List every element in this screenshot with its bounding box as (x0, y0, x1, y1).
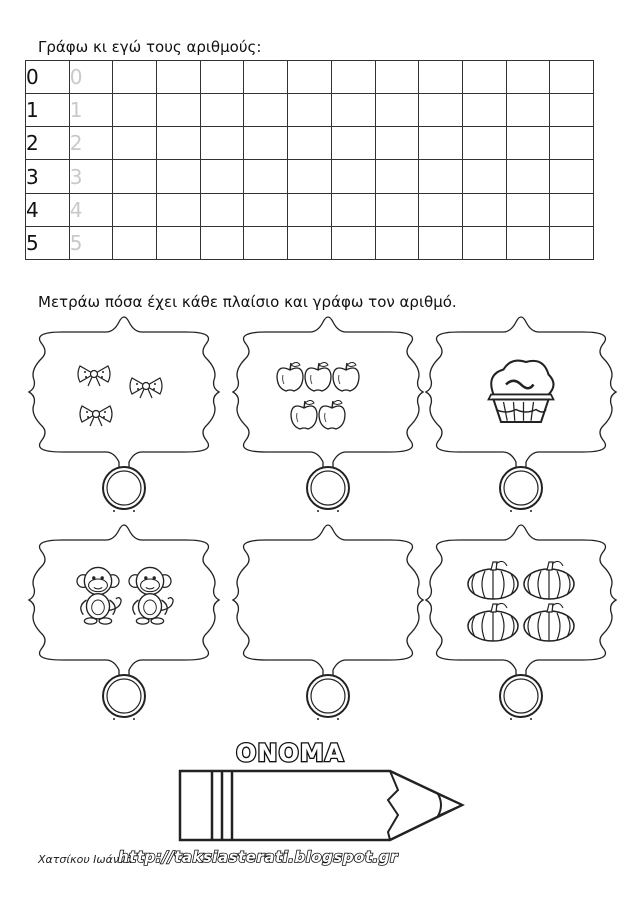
counting-boxes (29, 317, 616, 720)
grid-number-label: 0 (26, 61, 70, 94)
counting-box (29, 525, 219, 720)
grid-trace-number: 0 (69, 61, 113, 94)
pencil-name-field (180, 771, 462, 840)
grid-title: Γράφω κι εγώ τους αριθμούς: (38, 38, 262, 56)
decorative-frame (233, 525, 423, 676)
counting-box (233, 525, 423, 720)
grid-trace-number: 5 (69, 226, 113, 259)
blog-url-link[interactable]: http://taksiasterati.blogspot.gr (118, 848, 398, 866)
counting-title: Μετράω πόσα έχει κάθε πλαίσιο και γράφω τον αριθμό. (38, 293, 457, 311)
author-name: Χατσίκου Ιωάννα (38, 853, 133, 866)
grid-number-label: 2 (26, 127, 70, 160)
answer-circle[interactable] (500, 467, 542, 512)
counting-box (233, 317, 423, 512)
grid-number-label: 3 (26, 160, 70, 193)
grid-number-label: 5 (26, 226, 70, 259)
grid-trace-number: 2 (69, 127, 113, 160)
decorative-frame (426, 525, 616, 676)
grid-trace-number: 3 (69, 160, 113, 193)
decorative-frame (233, 317, 423, 468)
answer-circle[interactable] (500, 675, 542, 720)
answer-circle[interactable] (103, 467, 145, 512)
decorative-frame (29, 317, 219, 468)
grid-trace-number: 1 (69, 94, 113, 127)
name-label: ΟΝΟΜΑ (236, 739, 345, 767)
counting-box (29, 317, 219, 512)
decorative-frame (29, 525, 219, 676)
grid-number-label: 4 (26, 193, 70, 226)
counting-box (426, 525, 616, 720)
answer-circle[interactable] (307, 675, 349, 720)
answer-circle[interactable] (103, 675, 145, 720)
grid-trace-number: 4 (69, 193, 113, 226)
counting-box (426, 317, 616, 512)
answer-circle[interactable] (307, 467, 349, 512)
grid-number-label: 1 (26, 94, 70, 127)
